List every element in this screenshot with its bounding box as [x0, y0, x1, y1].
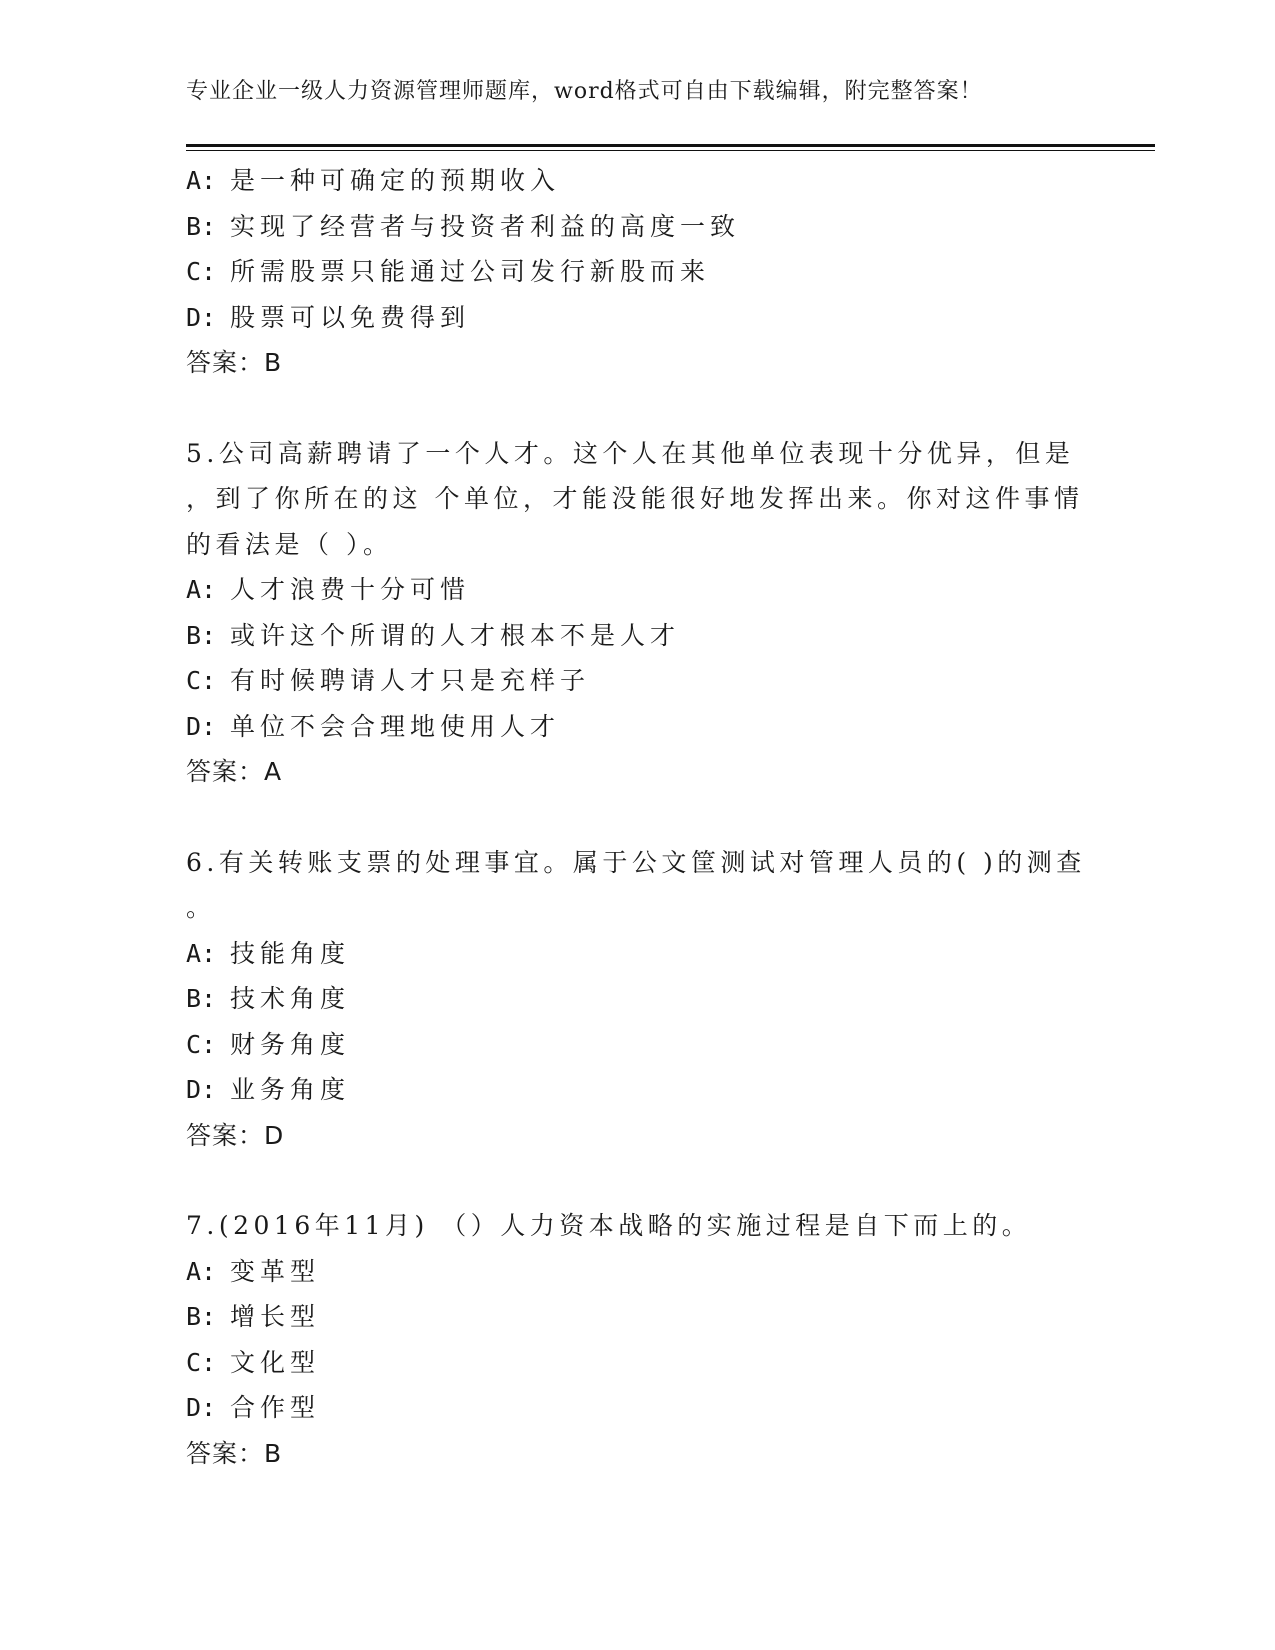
- spacer: [186, 1158, 1086, 1203]
- question-stem-line: 的看法是（ ）。: [186, 529, 393, 559]
- option-a: [186, 158, 1086, 204]
- option-letter: A:: [186, 575, 217, 604]
- option-c: [186, 1340, 1086, 1386]
- option-b: [186, 613, 1086, 659]
- option-text: 股票可以免费得到: [230, 302, 471, 332]
- question-stem-line: 5.公司高薪聘请了一个人才。这个人在其他单位表现十分优异，但是: [186, 438, 1075, 468]
- spacer: [186, 386, 1086, 431]
- option-letter: B:: [186, 984, 217, 1013]
- question-fragment: [186, 158, 1086, 386]
- question-stem-line: 6.有关转账支票的处理事宜。属于公文筐测试对管理人员的( )的测查: [186, 847, 1086, 877]
- option-a: [186, 567, 1086, 613]
- option-letter: D:: [186, 711, 217, 741]
- spacer: [186, 795, 1086, 840]
- option-letter: A:: [186, 1256, 217, 1286]
- option-c: [186, 249, 1086, 295]
- option-b: [186, 976, 1086, 1022]
- option-d: [186, 704, 1086, 750]
- option-letter: B:: [186, 620, 217, 650]
- option-text: 所需股票只能通过公司发行新股而来: [230, 257, 711, 286]
- option-letter: A:: [186, 938, 217, 968]
- option-letter: A:: [186, 166, 217, 195]
- option-text: 实现了经营者与投资者利益的高度一致: [230, 211, 741, 241]
- option-text: 财务角度: [230, 1029, 351, 1059]
- option-text: 业务角度: [230, 1075, 351, 1104]
- page-header: 专业企业一级人力资源管理师题库，word格式可自由下载编辑，附完整答案！: [186, 79, 983, 104]
- option-text: 有时候聘请人才只是充样子: [230, 666, 591, 695]
- question-5: [186, 431, 1086, 795]
- option-letter: B:: [186, 211, 217, 241]
- option-letter: C:: [186, 666, 217, 695]
- option-b: [186, 1294, 1086, 1340]
- option-text: 变革型: [230, 1256, 321, 1286]
- option-text: 技术角度: [230, 984, 351, 1013]
- option-letter: C:: [186, 257, 217, 286]
- option-a: [186, 1249, 1086, 1295]
- option-a: [186, 931, 1086, 977]
- option-letter: C:: [186, 1029, 217, 1059]
- option-letter: D:: [186, 302, 217, 332]
- question-stem-line: 7.(2016年11月) （）人力资本战略的实施过程是自下而上的。: [186, 1211, 1032, 1240]
- option-d: [186, 1067, 1086, 1113]
- header-rule-thick: [186, 144, 1155, 147]
- option-letter: D:: [186, 1393, 217, 1422]
- option-text: 人才浪费十分可惜: [230, 575, 471, 604]
- answer-line: 答案：D: [186, 1120, 285, 1150]
- option-text: 单位不会合理地使用人才: [230, 711, 561, 741]
- answer-line: 答案：A: [186, 757, 283, 786]
- option-c: [186, 658, 1086, 704]
- option-b: [186, 204, 1086, 250]
- question-7: [186, 1203, 1086, 1476]
- question-content: [186, 158, 1086, 1476]
- answer-line: 答案：B: [186, 1438, 283, 1468]
- question-stem-line: 。: [186, 893, 216, 922]
- answer-line: 答案：B: [186, 348, 283, 377]
- option-text: 技能角度: [230, 938, 351, 968]
- option-text: 文化型: [230, 1347, 321, 1377]
- option-text: 增长型: [230, 1302, 321, 1331]
- option-d: [186, 295, 1086, 341]
- option-text: 或许这个所谓的人才根本不是人才: [230, 620, 681, 650]
- option-letter: D:: [186, 1075, 217, 1104]
- option-letter: C:: [186, 1347, 217, 1377]
- option-d: [186, 1385, 1086, 1431]
- option-letter: B:: [186, 1302, 217, 1331]
- option-text: 合作型: [230, 1393, 321, 1422]
- header-rule-thin: [186, 150, 1155, 151]
- option-text: 是一种可确定的预期收入: [230, 166, 561, 195]
- option-c: [186, 1022, 1086, 1068]
- question-stem-line: ，到了你所在的这 个单位，才能没能很好地发挥出来。你对这件事情: [186, 484, 1084, 513]
- question-6: [186, 840, 1086, 1159]
